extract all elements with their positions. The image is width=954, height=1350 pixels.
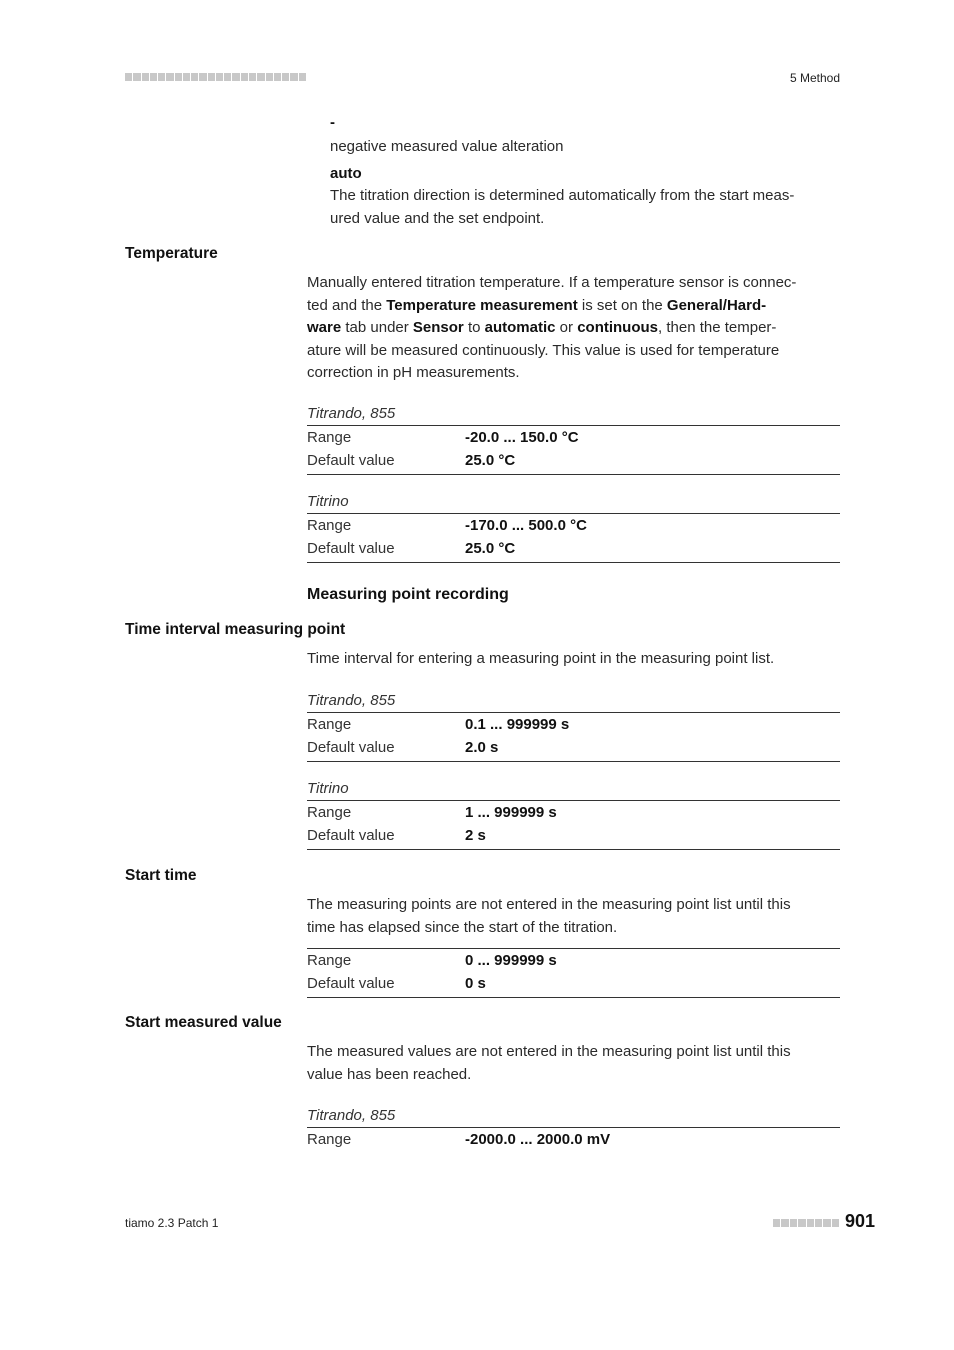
start-time-heading: Start time bbox=[125, 867, 197, 884]
header-chapter: 5 Method bbox=[789, 71, 840, 85]
option-auto-description: The titration direction is determined automatically from the start meas- ured value and the set endpoint. bbox=[330, 187, 795, 227]
option-auto-label: auto bbox=[330, 165, 362, 182]
table-row: Default value 25.0 °C bbox=[307, 451, 516, 469]
start-time-table bbox=[307, 948, 840, 998]
table-row: Default value 0 s bbox=[307, 974, 486, 992]
start-time-description: The measuring points are not entered in the measuring point list until this time has elapsed since the start of the titration. bbox=[307, 896, 791, 936]
start-measured-description: The measured values are not entered in the measuring point list until this value has been reached. bbox=[307, 1043, 791, 1083]
table-caption: Titrando, 855 bbox=[307, 1107, 396, 1124]
temperature-table-titrando bbox=[307, 403, 840, 475]
time-interval-table-titrino bbox=[307, 778, 840, 850]
table-caption: Titrino bbox=[307, 780, 349, 797]
table-row: Range -20.0 ... 150.0 °C bbox=[307, 429, 579, 446]
start-measured-heading: Start measured value bbox=[125, 1014, 282, 1031]
footer-product: tiamo 2.3 Patch 1 bbox=[125, 1216, 219, 1230]
table-caption: Titrando, 855 bbox=[307, 405, 396, 422]
table-row: Range 0 ... 999999 s bbox=[307, 952, 557, 969]
temperature-table-titrino bbox=[307, 491, 840, 563]
time-interval-description: Time interval for entering a measuring point in the measuring point list. bbox=[307, 650, 775, 667]
temperature-description: Manually entered titration temperature. If a temperature sensor is connec- ted and the Temperature measurement is set on the General/Hard- ware tab under Sensor to automatic or continuous, then the temper- ature will be measured continuously. This value is used for temperature correction in pH measurements. bbox=[307, 274, 797, 381]
temperature-heading: Temperature bbox=[125, 245, 218, 262]
table-row: Range -2000.0 ... 2000.0 mV bbox=[307, 1131, 611, 1148]
table-row: Default value 25.0 °C bbox=[307, 539, 516, 557]
page-number: 901 bbox=[845, 1211, 876, 1231]
section-title: Measuring point recording bbox=[307, 586, 509, 603]
table-row: Range 1 ... 999999 s bbox=[307, 804, 557, 821]
option-minus-description: negative measured value alteration bbox=[330, 138, 564, 155]
table-row: Range -170.0 ... 500.0 °C bbox=[307, 517, 587, 534]
time-interval-table-titrando bbox=[307, 690, 840, 762]
table-row: Default value 2.0 s bbox=[307, 738, 499, 756]
time-interval-heading: Time interval measuring point bbox=[125, 621, 346, 638]
table-row: Default value 2 s bbox=[307, 826, 486, 844]
start-measured-table bbox=[307, 1105, 840, 1152]
table-row: Range 0.1 ... 999999 s bbox=[307, 716, 570, 733]
header-decoration bbox=[125, 73, 306, 81]
table-caption: Titrando, 855 bbox=[307, 692, 396, 709]
option-minus-symbol: - bbox=[330, 114, 335, 131]
table-caption: Titrino bbox=[307, 493, 349, 510]
footer-decoration bbox=[773, 1219, 839, 1227]
